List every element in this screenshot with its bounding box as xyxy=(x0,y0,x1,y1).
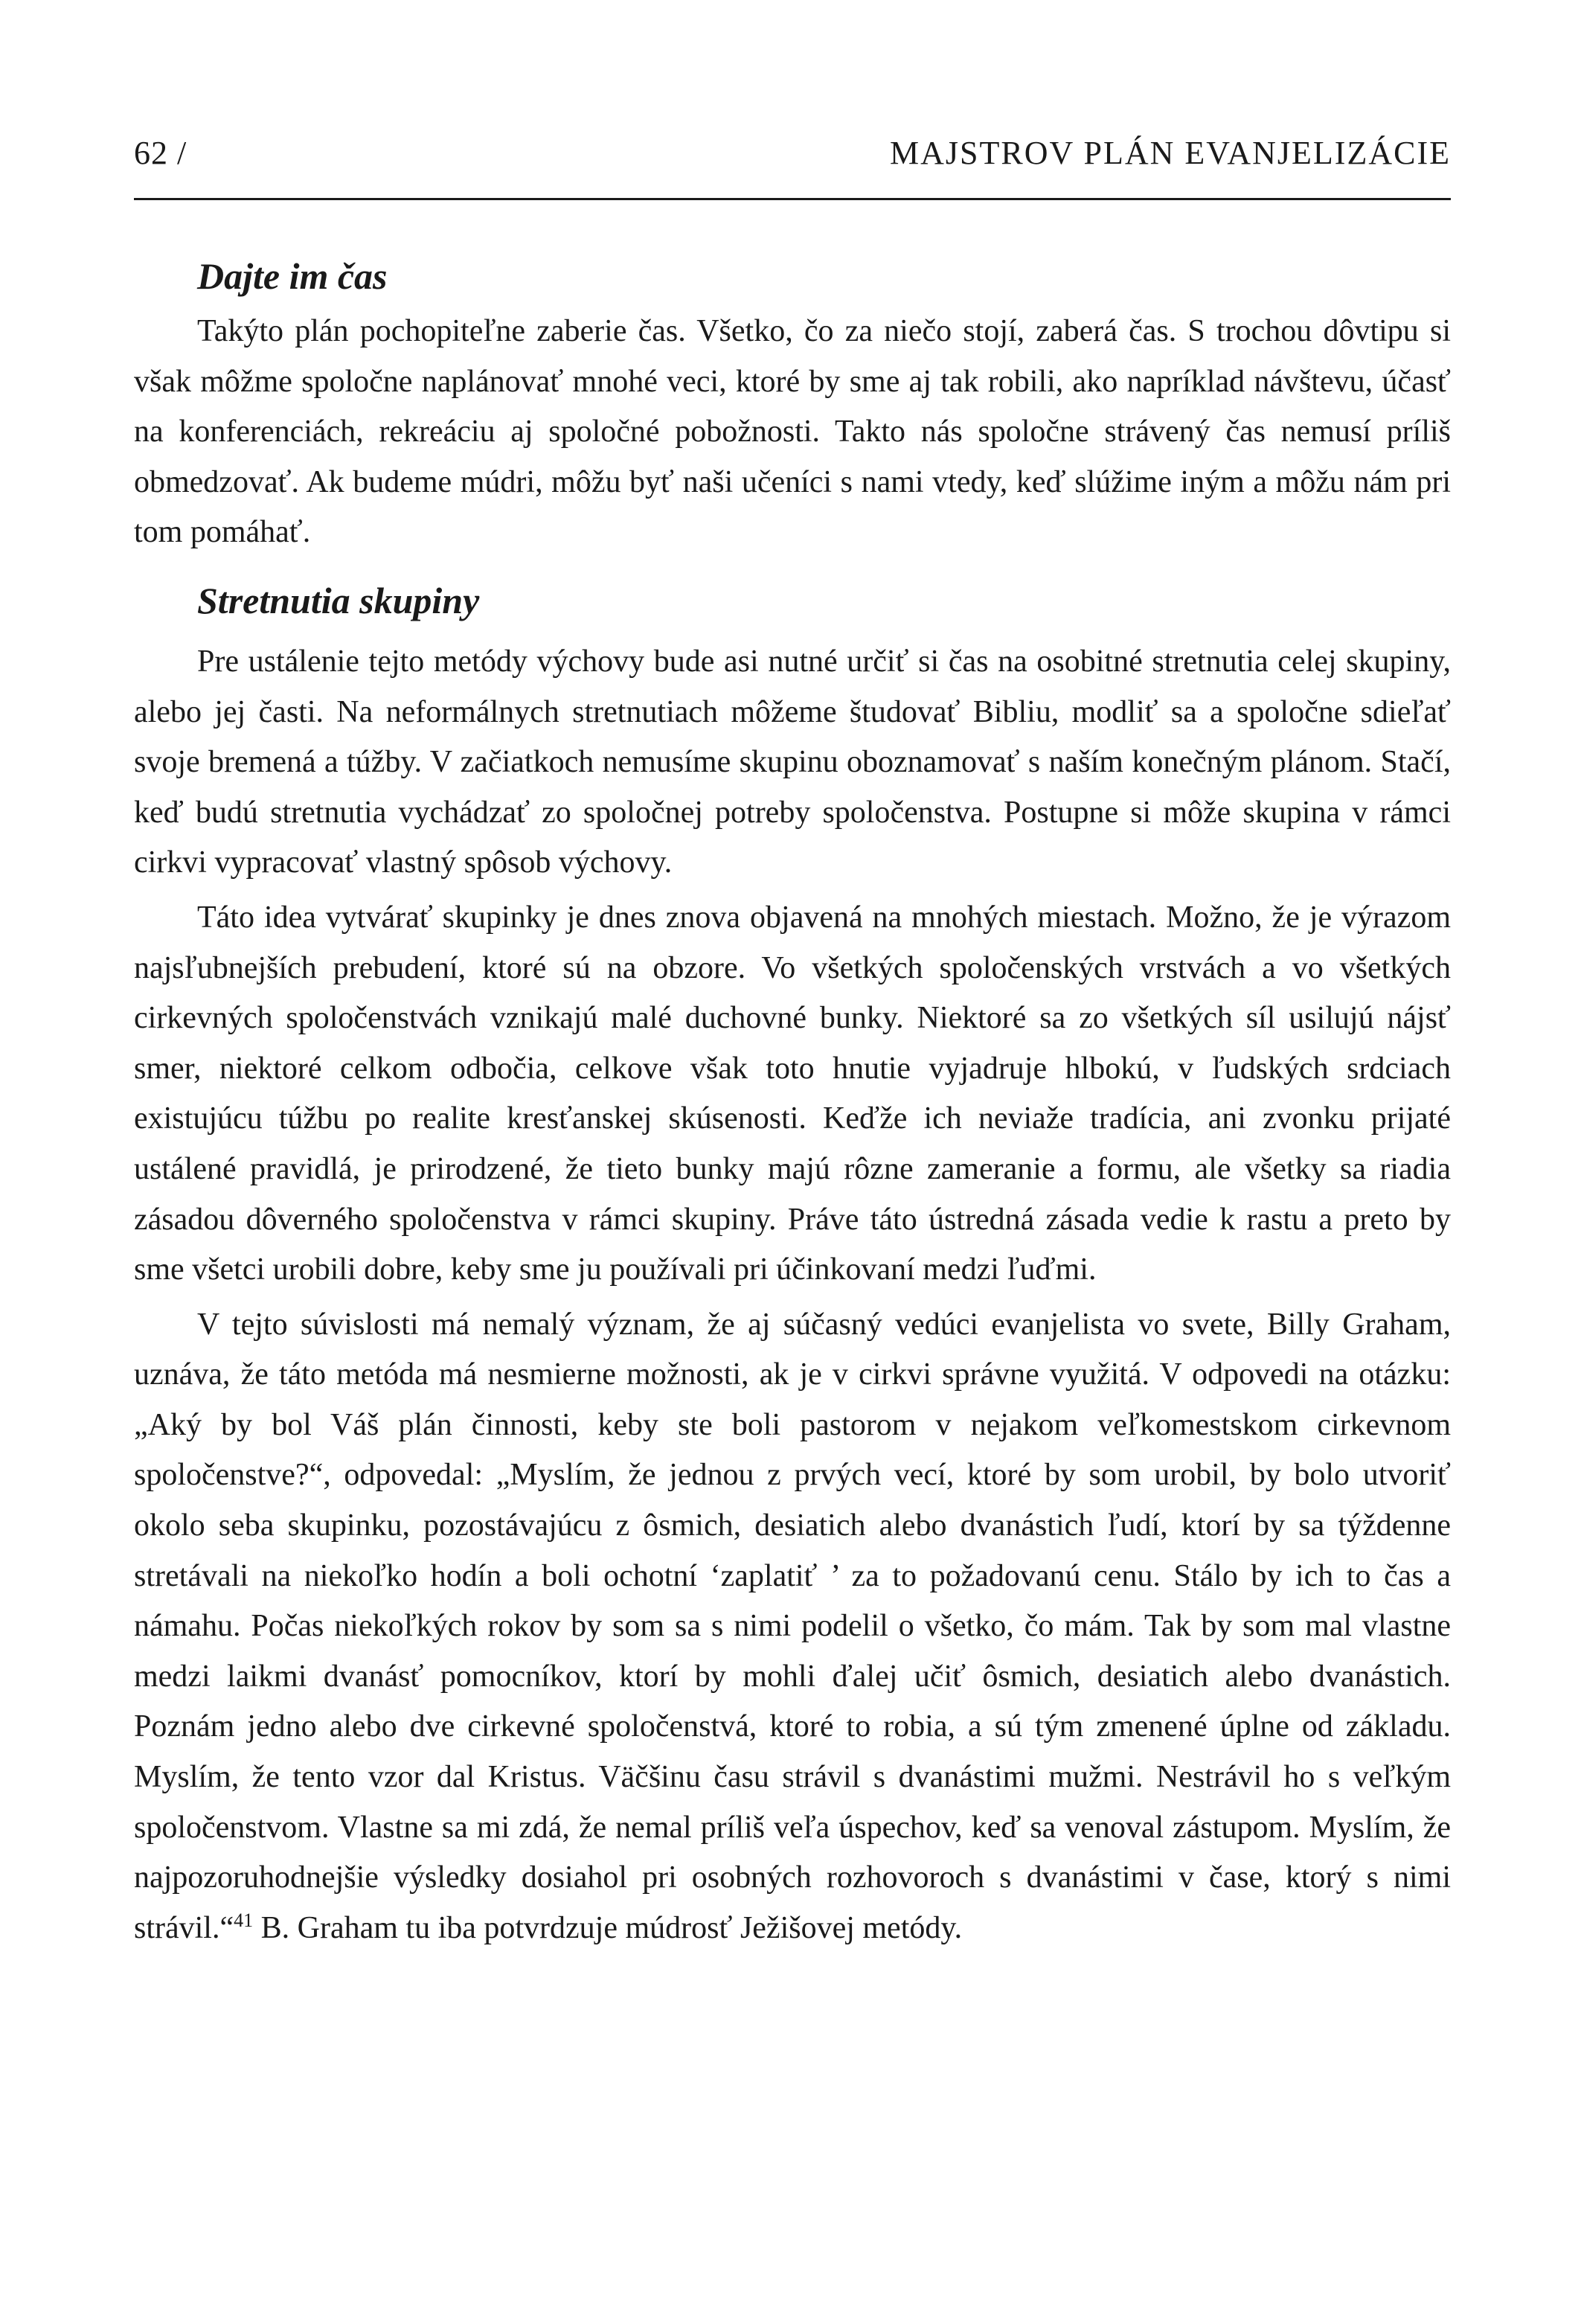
paragraph: Pre ustálenie tejto metódy výchovy bude asi nutné určiť si čas na osobitné stretnutia celej skupiny, alebo jej časti. Na neformálnych stretnutiach môžeme študovať Bibliu, modliť sa a spoločne sdieľať svoje bremená a túžby. V začiatkoch nemusíme skupinu oboznamovať s naším konečným plánom. Stačí, keď budú stretnutia vychádzať zo spoločnej potreby spoločenstva. Postupne si môže skupina v rámci cirkvi vypracovať vlastný spôsob výchovy. xyxy=(134,644,1451,880)
paragraph-text: V tejto súvislosti má nemalý význam, že aj súčasný vedúci evanjelista vo svete, Billy Graham, uznáva, že táto metóda má nesmierne možnosti, ak je v cirkvi správne využitá. V odpovedi na otázku: „Aký by bol Váš plán činnosti, keby ste boli pastorom v nejakom veľkomestskom cirkevnom spoločenstve?“, odpovedal: „Myslím, že jednou z prvých vecí, ktoré by som urobil, by bolo utvoriť okolo seba skupinku, pozostávajúcu z ôsmich, desiatich alebo dvanástich ľudí, ktorí by sa týždenne stretávali na niekoľko hodín a boli ochotní ‘zaplatiť ’ za to požadovanú cenu. Stálo by ich to čas a námahu. Počas niekoľkých rokov by som sa s nimi podelil o všetko, čo mám. Tak by som mal vlastne medzi laikmi dvanásť pomocníkov, ktorí by mohli ďalej učiť ôsmich, desiatich alebo dvanástich. Poznám jedno alebo dve cirkevné spoločenstvá, ktoré to robia, a sú tým zmenené úplne od základu. Myslím, že tento vzor dal Kristus. Väčšinu času strávil s dvanástimi mužmi. Nestrávil ho s veľkým spoločenstvom. Vlastne sa mi zdá, že nemal príliš veľa úspechov, keď sa venoval zástupom. Myslím, že najpozoruhodnejšie výsledky dosiahol pri osobných rozhovoroch s dvanástimi v čase, ktorý s nimi strávil.“ xyxy=(134,1307,1451,1945)
paragraph: Táto idea vytvárať skupinky je dnes znova objavená na mnohých miestach. Možno, že je výrazom najsľubnejších prebudení, ktoré sú na obzore. Vo všetkých spoločenských vrstvách a vo všetkých cirkevných spoločenstvách vznikajú malé duchovné bunky. Niektoré sa zo všetkých síl usilujú nájsť smer, niektoré celkom odbočia, celkove však toto hnutie vyjadruje hlbokú, v ľudských srdciach existujúcu túžbu po realite kresťanskej skúsenosti. Keďže ich neviaže tradícia, ani zvonku prijaté ustálené pravidlá, je prirodzené, že tieto bunky majú rôzne zameranie a formu, ale všetky sa riadia zásadou dôverného spoločenstva v rámci skupiny. Práve táto ústredná zásada vedie k rastu a preto by sme všetci urobili dobre, keby sme ju používali pri účinkovaní medzi ľuďmi. xyxy=(134,900,1451,1287)
book-title: MAJSTROV PLÁN EVANJELIZÁCIE xyxy=(890,135,1451,171)
paragraph xyxy=(134,1300,1451,1954)
header-rule xyxy=(134,198,1451,200)
page-number: 62 / xyxy=(134,135,187,171)
footnote-reference: 41 xyxy=(234,1909,254,1931)
page-body xyxy=(134,250,1451,1953)
paragraph-closing-text: B. Graham tu iba potvrdzuje múdrosť Ježišovej metódy. xyxy=(253,1910,963,1945)
section-heading: Dajte im čas xyxy=(197,255,388,297)
running-header xyxy=(134,134,1451,186)
paragraph: Takýto plán pochopiteľne zaberie čas. Všetko, čo za niečo stojí, zaberá čas. S trochou dôvtipu si však môžme spoločne naplánovať mnohé veci, ktoré by sme aj tak robili, ako napríklad návštevu, účasť na konferenciách, rekreáciu aj spoločné pobožnosti. Takto nás spoločne strávený čas nemusí príliš obmedzovať. Ak budeme múdri, môžu byť naši učeníci s nami vtedy, keď slúžime iným a môžu nám pri tom pomáhať. xyxy=(134,314,1451,550)
section-heading: Stretnutia skupiny xyxy=(197,579,480,621)
